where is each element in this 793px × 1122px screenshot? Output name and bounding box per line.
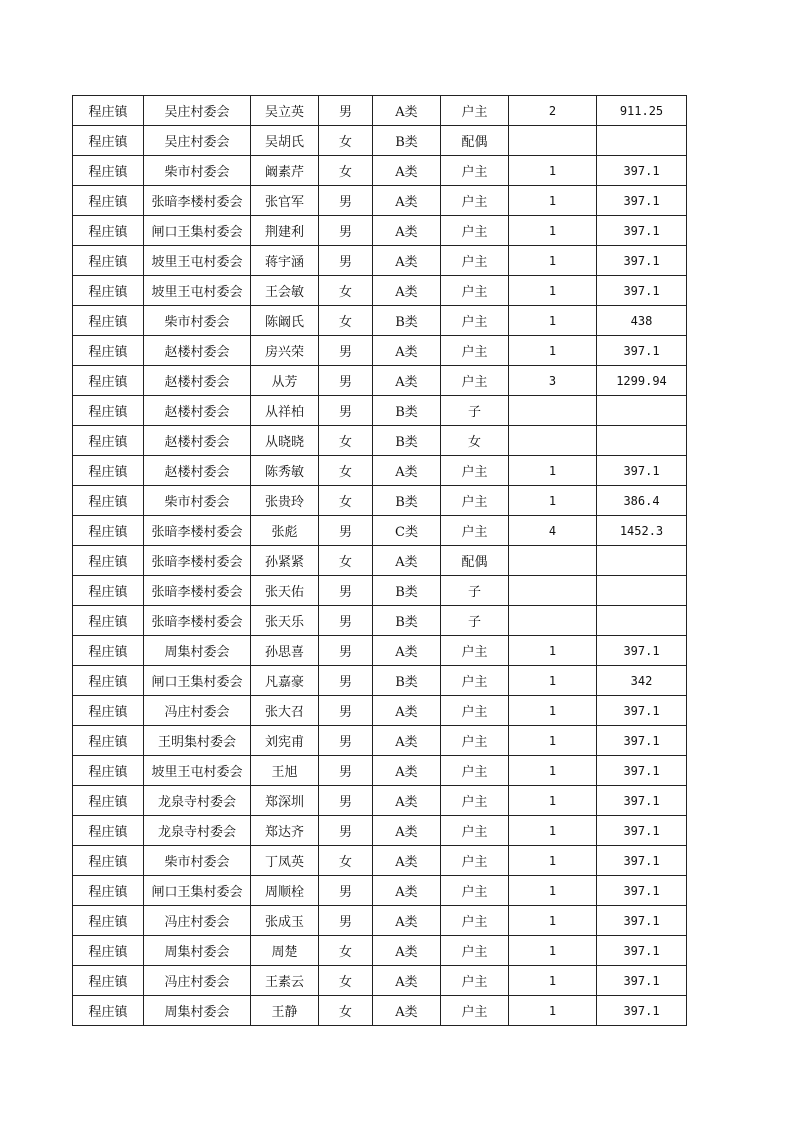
relation-cell: 配偶: [441, 126, 509, 156]
category-cell: A类: [373, 216, 441, 246]
gender-cell: 男: [319, 636, 373, 666]
name-cell: 阚素芹: [251, 156, 319, 186]
gender-cell: 男: [319, 216, 373, 246]
table-row: [73, 306, 687, 336]
name-cell: 张天佑: [251, 576, 319, 606]
gender-cell: 女: [319, 156, 373, 186]
gender-cell: 男: [319, 366, 373, 396]
relation-cell: 户主: [441, 726, 509, 756]
relation-cell: 户主: [441, 966, 509, 996]
village-cell: 赵楼村委会: [144, 456, 251, 486]
count-cell: 4: [509, 516, 597, 546]
village-cell: 周集村委会: [144, 636, 251, 666]
name-cell: 周顺栓: [251, 876, 319, 906]
name-cell: 刘宪甫: [251, 726, 319, 756]
count-cell: [509, 546, 597, 576]
count-cell: 1: [509, 246, 597, 276]
relation-cell: 户主: [441, 366, 509, 396]
table-row: [73, 546, 687, 576]
table-row: [73, 186, 687, 216]
category-cell: B类: [373, 606, 441, 636]
gender-cell: 男: [319, 696, 373, 726]
amount-cell: 397.1: [597, 906, 687, 936]
table-row: [73, 336, 687, 366]
relation-cell: 户主: [441, 996, 509, 1026]
name-cell: 王静: [251, 996, 319, 1026]
relation-cell: 户主: [441, 486, 509, 516]
category-cell: A类: [373, 96, 441, 126]
town-cell: 程庄镇: [73, 846, 144, 876]
relation-cell: 户主: [441, 456, 509, 486]
village-cell: 闸口王集村委会: [144, 876, 251, 906]
count-cell: 2: [509, 96, 597, 126]
amount-cell: 397.1: [597, 246, 687, 276]
category-cell: B类: [373, 396, 441, 426]
name-cell: 吴胡氏: [251, 126, 319, 156]
relation-cell: 户主: [441, 936, 509, 966]
gender-cell: 男: [319, 396, 373, 426]
count-cell: 1: [509, 306, 597, 336]
category-cell: A类: [373, 936, 441, 966]
amount-cell: 397.1: [597, 636, 687, 666]
count-cell: 1: [509, 966, 597, 996]
village-cell: 龙泉寺村委会: [144, 816, 251, 846]
category-cell: B类: [373, 486, 441, 516]
table-row: [73, 396, 687, 426]
gender-cell: 男: [319, 186, 373, 216]
table-row: [73, 846, 687, 876]
town-cell: 程庄镇: [73, 606, 144, 636]
category-cell: A类: [373, 246, 441, 276]
relation-cell: 户主: [441, 306, 509, 336]
gender-cell: 男: [319, 246, 373, 276]
count-cell: 1: [509, 186, 597, 216]
gender-cell: 男: [319, 516, 373, 546]
relation-cell: 户主: [441, 276, 509, 306]
relation-cell: 户主: [441, 336, 509, 366]
table-row: [73, 486, 687, 516]
amount-cell: [597, 126, 687, 156]
category-cell: A类: [373, 336, 441, 366]
gender-cell: 男: [319, 816, 373, 846]
amount-cell: [597, 426, 687, 456]
count-cell: 1: [509, 336, 597, 366]
count-cell: [509, 426, 597, 456]
table-row: [73, 636, 687, 666]
category-cell: A类: [373, 696, 441, 726]
count-cell: 1: [509, 696, 597, 726]
village-cell: 柴市村委会: [144, 846, 251, 876]
relation-cell: 户主: [441, 246, 509, 276]
gender-cell: 女: [319, 276, 373, 306]
name-cell: 蒋宇涵: [251, 246, 319, 276]
count-cell: 1: [509, 666, 597, 696]
gender-cell: 女: [319, 486, 373, 516]
relation-cell: 户主: [441, 216, 509, 246]
relation-cell: 子: [441, 606, 509, 636]
town-cell: 程庄镇: [73, 816, 144, 846]
amount-cell: 397.1: [597, 816, 687, 846]
village-cell: 冯庄村委会: [144, 966, 251, 996]
category-cell: A类: [373, 996, 441, 1026]
name-cell: 陈秀敏: [251, 456, 319, 486]
category-cell: A类: [373, 786, 441, 816]
town-cell: 程庄镇: [73, 426, 144, 456]
count-cell: 3: [509, 366, 597, 396]
category-cell: A类: [373, 276, 441, 306]
village-cell: 坡里王屯村委会: [144, 276, 251, 306]
town-cell: 程庄镇: [73, 246, 144, 276]
count-cell: [509, 576, 597, 606]
gender-cell: 女: [319, 426, 373, 456]
table-row: [73, 276, 687, 306]
relation-cell: 户主: [441, 786, 509, 816]
relation-cell: 子: [441, 576, 509, 606]
gender-cell: 女: [319, 546, 373, 576]
name-cell: 王素云: [251, 966, 319, 996]
table-row: [73, 786, 687, 816]
village-cell: 赵楼村委会: [144, 396, 251, 426]
name-cell: 吴立英: [251, 96, 319, 126]
table-row: [73, 426, 687, 456]
town-cell: 程庄镇: [73, 546, 144, 576]
count-cell: 1: [509, 756, 597, 786]
category-cell: A类: [373, 966, 441, 996]
village-cell: 龙泉寺村委会: [144, 786, 251, 816]
name-cell: 张天乐: [251, 606, 319, 636]
name-cell: 周楚: [251, 936, 319, 966]
name-cell: 王旭: [251, 756, 319, 786]
relation-cell: 户主: [441, 846, 509, 876]
village-cell: 张暗李楼村委会: [144, 186, 251, 216]
table-row: [73, 756, 687, 786]
village-cell: 周集村委会: [144, 996, 251, 1026]
name-cell: 张官军: [251, 186, 319, 216]
count-cell: 1: [509, 846, 597, 876]
village-cell: 冯庄村委会: [144, 696, 251, 726]
town-cell: 程庄镇: [73, 936, 144, 966]
town-cell: 程庄镇: [73, 966, 144, 996]
gender-cell: 女: [319, 126, 373, 156]
name-cell: 陈阚氏: [251, 306, 319, 336]
village-cell: 柴市村委会: [144, 486, 251, 516]
town-cell: 程庄镇: [73, 876, 144, 906]
count-cell: 1: [509, 906, 597, 936]
table-row: [73, 96, 687, 126]
count-cell: 1: [509, 936, 597, 966]
gender-cell: 女: [319, 306, 373, 336]
gender-cell: 男: [319, 756, 373, 786]
village-cell: 柴市村委会: [144, 156, 251, 186]
town-cell: 程庄镇: [73, 666, 144, 696]
village-cell: 吴庄村委会: [144, 126, 251, 156]
amount-cell: 342: [597, 666, 687, 696]
category-cell: A类: [373, 546, 441, 576]
count-cell: 1: [509, 156, 597, 186]
table-row: [73, 876, 687, 906]
relation-cell: 户主: [441, 756, 509, 786]
town-cell: 程庄镇: [73, 276, 144, 306]
amount-cell: [597, 546, 687, 576]
category-cell: B类: [373, 426, 441, 456]
relation-cell: 女: [441, 426, 509, 456]
name-cell: 郑达齐: [251, 816, 319, 846]
village-cell: 赵楼村委会: [144, 426, 251, 456]
gender-cell: 男: [319, 576, 373, 606]
table-row: [73, 966, 687, 996]
category-cell: A类: [373, 876, 441, 906]
amount-cell: [597, 396, 687, 426]
gender-cell: 男: [319, 726, 373, 756]
town-cell: 程庄镇: [73, 696, 144, 726]
village-cell: 赵楼村委会: [144, 336, 251, 366]
table-row: [73, 816, 687, 846]
category-cell: A类: [373, 846, 441, 876]
table-row: [73, 456, 687, 486]
table-row: [73, 906, 687, 936]
amount-cell: 397.1: [597, 726, 687, 756]
table-row: [73, 696, 687, 726]
count-cell: 1: [509, 996, 597, 1026]
count-cell: 1: [509, 486, 597, 516]
amount-cell: 911.25: [597, 96, 687, 126]
gender-cell: 男: [319, 906, 373, 936]
amount-cell: [597, 606, 687, 636]
relation-cell: 户主: [441, 516, 509, 546]
town-cell: 程庄镇: [73, 576, 144, 606]
town-cell: 程庄镇: [73, 96, 144, 126]
village-cell: 柴市村委会: [144, 306, 251, 336]
count-cell: 1: [509, 216, 597, 246]
town-cell: 程庄镇: [73, 486, 144, 516]
gender-cell: 女: [319, 456, 373, 486]
category-cell: A类: [373, 156, 441, 186]
category-cell: A类: [373, 756, 441, 786]
relation-cell: 户主: [441, 186, 509, 216]
category-cell: A类: [373, 636, 441, 666]
table-row: [73, 516, 687, 546]
table-row: [73, 936, 687, 966]
category-cell: C类: [373, 516, 441, 546]
amount-cell: 397.1: [597, 216, 687, 246]
relation-cell: 户主: [441, 816, 509, 846]
town-cell: 程庄镇: [73, 906, 144, 936]
category-cell: A类: [373, 726, 441, 756]
amount-cell: 397.1: [597, 756, 687, 786]
count-cell: [509, 126, 597, 156]
amount-cell: 397.1: [597, 876, 687, 906]
table-row: [73, 366, 687, 396]
gender-cell: 男: [319, 876, 373, 906]
gender-cell: 女: [319, 996, 373, 1026]
table-row: [73, 666, 687, 696]
name-cell: 凡嘉豪: [251, 666, 319, 696]
count-cell: 1: [509, 276, 597, 306]
amount-cell: 1299.94: [597, 366, 687, 396]
village-cell: 冯庄村委会: [144, 906, 251, 936]
village-cell: 张暗李楼村委会: [144, 546, 251, 576]
relation-cell: 户主: [441, 876, 509, 906]
gender-cell: 男: [319, 666, 373, 696]
amount-cell: 397.1: [597, 456, 687, 486]
amount-cell: 386.4: [597, 486, 687, 516]
table-row: [73, 576, 687, 606]
town-cell: 程庄镇: [73, 456, 144, 486]
count-cell: 1: [509, 876, 597, 906]
town-cell: 程庄镇: [73, 336, 144, 366]
table-row: [73, 156, 687, 186]
gender-cell: 女: [319, 846, 373, 876]
name-cell: 张彪: [251, 516, 319, 546]
town-cell: 程庄镇: [73, 186, 144, 216]
count-cell: 1: [509, 786, 597, 816]
amount-cell: 397.1: [597, 936, 687, 966]
gender-cell: 女: [319, 966, 373, 996]
name-cell: 张贵玲: [251, 486, 319, 516]
category-cell: A类: [373, 816, 441, 846]
amount-cell: 1452.3: [597, 516, 687, 546]
village-cell: 吴庄村委会: [144, 96, 251, 126]
amount-cell: 397.1: [597, 276, 687, 306]
town-cell: 程庄镇: [73, 636, 144, 666]
category-cell: B类: [373, 306, 441, 336]
table-row: [73, 726, 687, 756]
village-cell: 坡里王屯村委会: [144, 756, 251, 786]
relation-cell: 户主: [441, 666, 509, 696]
village-cell: 张暗李楼村委会: [144, 606, 251, 636]
category-cell: A类: [373, 366, 441, 396]
relation-cell: 户主: [441, 636, 509, 666]
town-cell: 程庄镇: [73, 516, 144, 546]
gender-cell: 男: [319, 336, 373, 366]
amount-cell: 397.1: [597, 996, 687, 1026]
town-cell: 程庄镇: [73, 786, 144, 816]
category-cell: A类: [373, 456, 441, 486]
count-cell: [509, 396, 597, 426]
table-body: [73, 96, 687, 1026]
name-cell: 从晓晓: [251, 426, 319, 456]
village-cell: 张暗李楼村委会: [144, 576, 251, 606]
name-cell: 张成玉: [251, 906, 319, 936]
name-cell: 孙思喜: [251, 636, 319, 666]
town-cell: 程庄镇: [73, 726, 144, 756]
town-cell: 程庄镇: [73, 756, 144, 786]
gender-cell: 女: [319, 936, 373, 966]
count-cell: [509, 606, 597, 636]
table-row: [73, 126, 687, 156]
relation-cell: 户主: [441, 96, 509, 126]
village-cell: 王明集村委会: [144, 726, 251, 756]
relation-cell: 户主: [441, 696, 509, 726]
name-cell: 张大召: [251, 696, 319, 726]
relation-cell: 户主: [441, 156, 509, 186]
count-cell: 1: [509, 816, 597, 846]
amount-cell: 397.1: [597, 786, 687, 816]
town-cell: 程庄镇: [73, 306, 144, 336]
amount-cell: 397.1: [597, 156, 687, 186]
relation-cell: 户主: [441, 906, 509, 936]
gender-cell: 男: [319, 606, 373, 636]
village-cell: 闸口王集村委会: [144, 666, 251, 696]
table-row: [73, 216, 687, 246]
amount-cell: [597, 576, 687, 606]
amount-cell: 397.1: [597, 186, 687, 216]
category-cell: A类: [373, 906, 441, 936]
table-row: [73, 606, 687, 636]
name-cell: 孙紧紧: [251, 546, 319, 576]
town-cell: 程庄镇: [73, 216, 144, 246]
village-cell: 闸口王集村委会: [144, 216, 251, 246]
name-cell: 从芳: [251, 366, 319, 396]
town-cell: 程庄镇: [73, 366, 144, 396]
relation-cell: 配偶: [441, 546, 509, 576]
count-cell: 1: [509, 636, 597, 666]
name-cell: 丁凤英: [251, 846, 319, 876]
amount-cell: 438: [597, 306, 687, 336]
category-cell: A类: [373, 186, 441, 216]
amount-cell: 397.1: [597, 696, 687, 726]
name-cell: 房兴荣: [251, 336, 319, 366]
village-cell: 赵楼村委会: [144, 366, 251, 396]
data-table: [72, 95, 687, 1026]
category-cell: B类: [373, 576, 441, 606]
name-cell: 从祥柏: [251, 396, 319, 426]
village-cell: 坡里王屯村委会: [144, 246, 251, 276]
amount-cell: 397.1: [597, 846, 687, 876]
relation-cell: 子: [441, 396, 509, 426]
gender-cell: 男: [319, 786, 373, 816]
amount-cell: 397.1: [597, 336, 687, 366]
count-cell: 1: [509, 726, 597, 756]
town-cell: 程庄镇: [73, 396, 144, 426]
table-row: [73, 996, 687, 1026]
town-cell: 程庄镇: [73, 156, 144, 186]
count-cell: 1: [509, 456, 597, 486]
town-cell: 程庄镇: [73, 126, 144, 156]
name-cell: 郑深圳: [251, 786, 319, 816]
category-cell: B类: [373, 666, 441, 696]
name-cell: 王会敏: [251, 276, 319, 306]
amount-cell: 397.1: [597, 966, 687, 996]
village-cell: 周集村委会: [144, 936, 251, 966]
category-cell: B类: [373, 126, 441, 156]
town-cell: 程庄镇: [73, 996, 144, 1026]
table-row: [73, 246, 687, 276]
gender-cell: 男: [319, 96, 373, 126]
village-cell: 张暗李楼村委会: [144, 516, 251, 546]
name-cell: 荆建利: [251, 216, 319, 246]
